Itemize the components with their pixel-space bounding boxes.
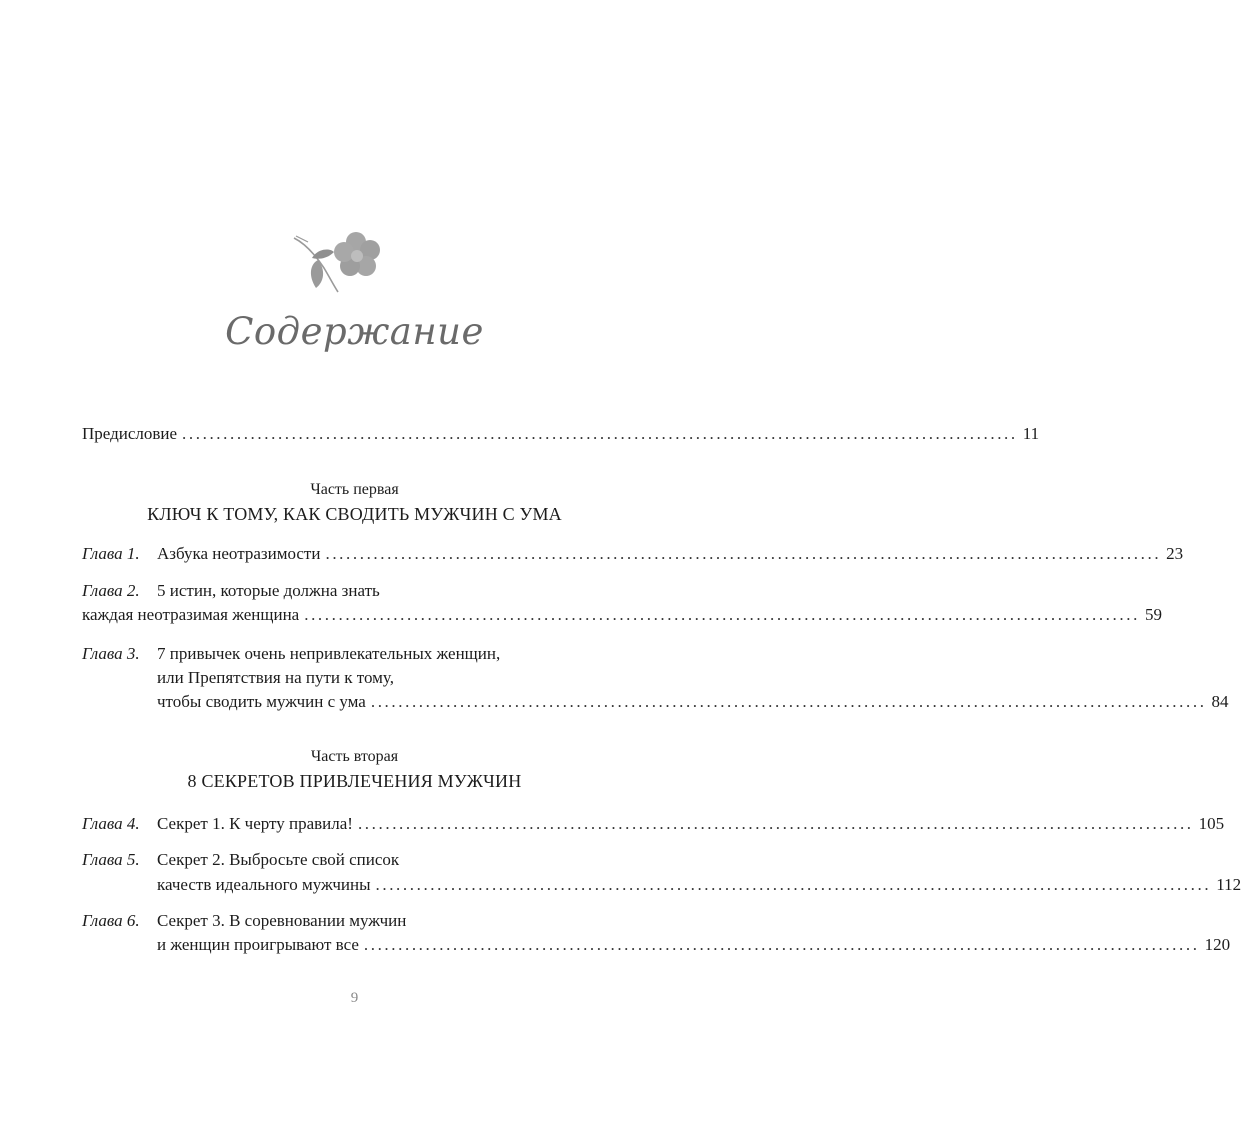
entry-text: Секрет 2. Выбросьте свой список	[157, 850, 400, 869]
entry-text: Предисловие	[82, 424, 178, 443]
entry-page: 11	[1022, 424, 1040, 443]
toc-entry-chapter-6-line-2[interactable]	[82, 935, 1231, 955]
dot-leader: ..........................................................................................................................	[363, 935, 1200, 954]
toc-entry-chapter-3-line-1[interactable]	[82, 644, 585, 664]
dot-leader: ..........................................................................................................................	[325, 544, 1162, 563]
flower-sprig-icon	[288, 226, 388, 298]
chapter-label: Глава 3.	[82, 644, 140, 663]
entry-page: 23	[1166, 544, 1184, 563]
dot-leader: ..........................................................................................................................	[182, 424, 1018, 443]
entry-text: 7 привычек очень непривлекательных женщин,	[157, 644, 501, 663]
entry-text: качеств идеального мужчины	[157, 875, 371, 894]
entry-text: Секрет 3. В соревновании мужчин	[157, 911, 407, 930]
entry-page: 105	[1198, 814, 1225, 833]
dot-leader: ..........................................................................................................................	[375, 875, 1212, 894]
toc-entry-chapter-3-line-2[interactable]	[82, 668, 585, 688]
toc-entry-chapter-2-line-2[interactable]	[82, 605, 1162, 625]
part-label: Часть вторая	[310, 748, 399, 765]
dot-leader: ..........................................................................................................................	[304, 605, 1140, 624]
chapter-label: Глава 2.	[82, 581, 140, 600]
entry-text: каждая неотразимая женщина	[82, 605, 300, 624]
entry-text: и женщин проигрывают все	[157, 935, 359, 954]
part-title: 8 СЕКРЕТОВ ПРИВЛЕЧЕНИЯ МУЖЧИН	[187, 771, 522, 791]
entry-page: 84	[1211, 692, 1229, 711]
entry-page: 112	[1216, 875, 1241, 894]
entry-text: Секрет 1. К черту правила!	[157, 814, 353, 833]
part-label: Часть первая	[310, 481, 399, 498]
toc-entry-chapter-6-line-1[interactable]	[82, 911, 585, 931]
dot-leader: ..........................................................................................................................	[370, 692, 1207, 711]
entry-text: или Препятствия на пути к тому,	[157, 668, 394, 687]
toc-entry-chapter-1[interactable]	[82, 544, 1184, 564]
part-title: КЛЮЧ К ТОМУ, КАК СВОДИТЬ МУЖЧИН С УМА	[147, 504, 562, 524]
toc-entry-chapter-5-line-1[interactable]	[82, 850, 585, 870]
entry-text: чтобы сводить мужчин с ума	[157, 692, 366, 711]
chapter-label: Глава 6.	[82, 911, 140, 930]
page-number: 9	[350, 990, 359, 1006]
toc-entry-chapter-4[interactable]	[82, 814, 1225, 834]
toc-entry-chapter-2-line-1[interactable]	[82, 581, 585, 601]
chapter-label: Глава 1.	[82, 544, 140, 563]
entry-text: Азбука неотразимости	[157, 544, 321, 563]
chapter-label: Глава 4.	[82, 814, 140, 833]
toc-entry-chapter-5-line-2[interactable]	[82, 875, 1241, 895]
chapter-label: Глава 5.	[82, 850, 140, 869]
entry-page: 59	[1144, 605, 1162, 624]
toc-entry-chapter-3-line-3[interactable]	[82, 692, 1229, 712]
entry-text: 5 истин, которые должна знать	[157, 581, 380, 600]
dot-leader: ..........................................................................................................................	[357, 814, 1194, 833]
toc-entry-preface[interactable]	[82, 424, 1040, 444]
entry-page: 120	[1204, 935, 1231, 954]
toc-heading: Содержание	[225, 310, 484, 353]
